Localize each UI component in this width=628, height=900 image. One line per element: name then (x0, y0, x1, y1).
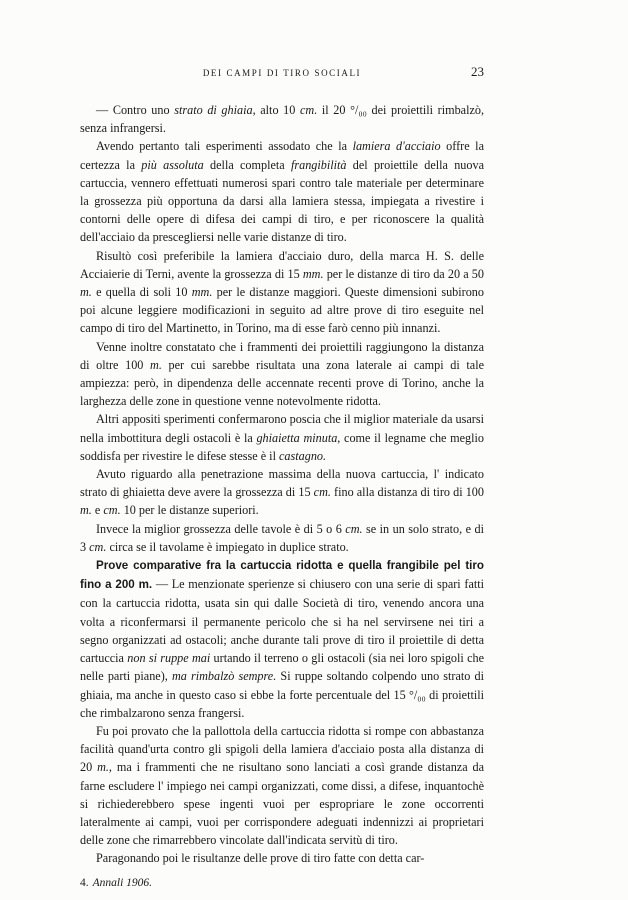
paragraph-7: Invece la miglior grossezza delle tavole è di 5 o 6 cm. se in un solo strato, e di 3 cm. circa se il tavolame è impiegato in duplice strato. (80, 521, 484, 554)
paragraph-4: Venne inoltre constatato che i frammenti dei proiettili raggiungono la distanza di oltre 100 m. per cui sarebbe risultata una zona laterale ai campi di tale ampiezza: però, in dipendenza delle accennate recenti prove di Torino, anche la larghezza delle zone in questione venne notevolmente ridotta. (80, 339, 484, 409)
page-footer (80, 874, 484, 892)
paragraph-8: Prove comparative fra la cartuccia ridotta e quella frangibile pel tiro fino a 200 m. — Le menzionate sperienze si chiusero con una serie di spari fatti con la cartuccia ridotta, usata sin qui dalle Società di tiro, venendo ancora una volta a riconfermarsi il permanente pericolo che si ha nel servirsene nei tiri a segno organizzati ad ostacoli; anche durante tali prove di tiro il proiettile di detta cartuccia non si ruppe mai urtando il terreno o gli ostacoli (sia nei loro spigoli che nelle parti piane), ma rimbalzò sempre. Si ruppe soltando colpendo uno strato di ghiaia, ma anche in questo caso si ebbe la forte percentuale del 15 °/₀₀ di proiettili che rimbalzarono senza frangersi. (80, 559, 485, 720)
body-text (80, 101, 484, 892)
paragraph-1: — Contro uno strato di ghiaia, alto 10 cm. il 20 °/₀₀ dei proiettili rimbalzò, senza infrangersi. (80, 103, 485, 136)
paragraph-3: Risultò così preferibile la lamiera d'acciaio duro, della marca H. S. delle Acciaierie di Terni, avente la grossezza di 15 mm. per le distanze di tiro da 20 a 50 m. e quella di soli 10 mm. per le distanze maggiori. Queste dimensioni subirono poi alcune leggiere modificazioni in seguito ad altre prove di tiro eseguite nel campo di tiro del Martinetto, in Torino, ma di esse farò cenno più innanzi. (80, 248, 484, 336)
paragraph-6: Avuto riguardo alla penetrazione massima della nuova cartuccia, l' indicato strato di ghiaietta deve avere la grossezza di 15 cm. fino alla distanza di tiro di 100 m. e cm. 10 per le distanze superiori. (80, 467, 484, 518)
document-page (80, 64, 484, 892)
section-heading: Prove comparative fra la cartuccia ridotta e quella frangibile pel tiro fino a 200 m. (80, 559, 484, 592)
paragraph-5: Altri appositi sperimenti confermarono poscia che il miglior materiale da usarsi nella imbottitura degli ostacoli è la ghiaietta minuta, come il legname che meglio soddisfa per rivestire le difese stesse è il castagno. (80, 412, 484, 463)
signature-mark: 4. (80, 876, 89, 889)
page-number: 23 (471, 64, 484, 79)
paragraph-9: Fu poi provato che la pallottola della cartuccia ridotta si rompe con abbastanza facilità quand'urta contro gli spigoli della lamiera d'acciaio posta alla distanza di 20 m., ma i frammenti che ne risultano sono lanciati a così grande distanza da farne escludere l' impiego nei campi organizzati, come dissi, a difese, inquantochè si richiederebbero spese ingenti vuoi per espropriare le zone occorrenti lateralmente ai campi, vuoi per corrispondere adeguati indennizzi ai proprietari delle zone che rimarrebbero vincolate dall'indicata servitù di tiro. (80, 723, 485, 848)
publication-title: Annali 1906. (92, 876, 153, 889)
paragraph-10: Paragonando poi le risultanze delle prove di tiro fatte con detta car- (96, 851, 425, 866)
paragraph-2: Avendo pertanto tali esperimenti assodato che la lamiera d'acciaio offre la certezza la più assoluta della completa frangibilità del proiettile della nuova cartuccia, vennero effettuati numerosi spari contro tale materiale per determinare la grossezza più opportuna da darsi alla lamiera stessa, impiegata a rivestire i contorni delle opere di difesa dei campi di tiro, e per riconoscere la qualità dell'acciaio da prescegliersi nelle varie distanze di tiro. (80, 139, 484, 245)
page-header (80, 64, 484, 84)
running-head: DEI CAMPI DI TIRO SOCIALI (202, 68, 362, 78)
